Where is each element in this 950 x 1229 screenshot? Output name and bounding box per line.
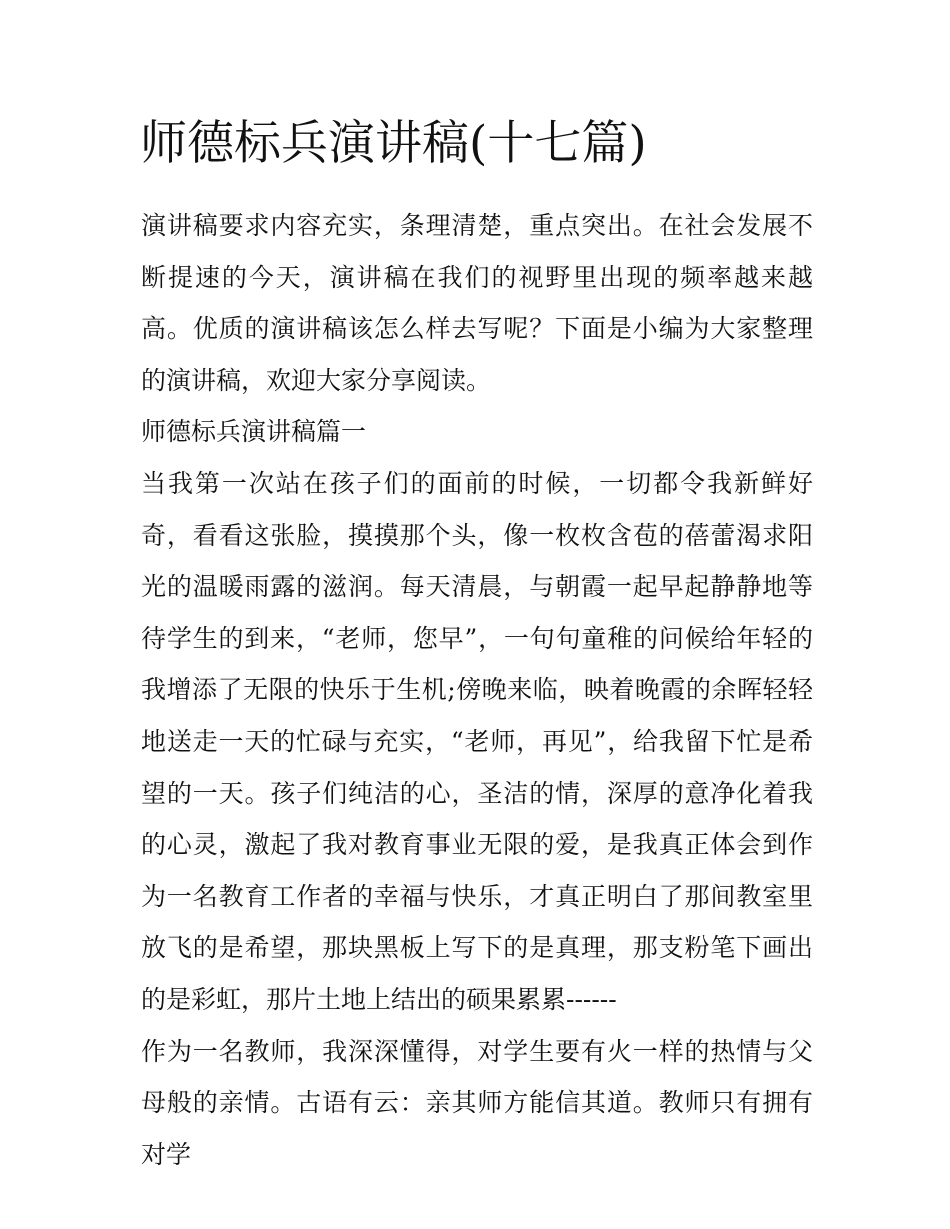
section-heading: 师德标兵演讲稿篇一 [141, 417, 367, 447]
document-title: 师德标兵演讲稿(十七篇) [140, 116, 647, 171]
body-paragraph: 当我第一次站在孩子们的面前的时候，一切都令我新鲜好奇，看看这张脸，摸摸那个头，像一枚枚含苞的蓓蕾渴求阳光的温暖雨露的滋润。每天清晨，与朝霞一起早起静静地等待学生的到来，“老师，您早”，一句句童稚的问候给年轻的我增添了无限的快乐于生机;傍晚来临，映着晚霞的余晖轻轻地送走一天的忙碌与充实，“老师，再见”，给我留下忙是希望的一天。孩子们纯洁的心，圣洁的情，深厚的意净化着我的心灵，激起了我对教育事业无限的爱，是我真正体会到作为一名教育工作者的幸福与快乐，才真正明白了那间教室里放飞的是希望，那块黑板上写下的是真理，那支粉笔下画出的是彩虹，那片土地上结出的硕果累累------ [141, 468, 813, 1014]
document-body [141, 200, 813, 1180]
intro-paragraph: 演讲稿要求内容充实，条理清楚，重点突出。在社会发展不断提速的今天，演讲稿在我们的视野里出现的频率越来越高。优质的演讲稿该怎么样去写呢？下面是小编为大家整理的演讲稿，欢迎大家分享阅读。 [141, 211, 813, 395]
body-paragraph: 作为一名教师，我深深懂得，对学生要有火一样的热情与父母般的亲情。古语有云：亲其师方能信其道。教师只有拥有对学 [141, 1036, 813, 1169]
